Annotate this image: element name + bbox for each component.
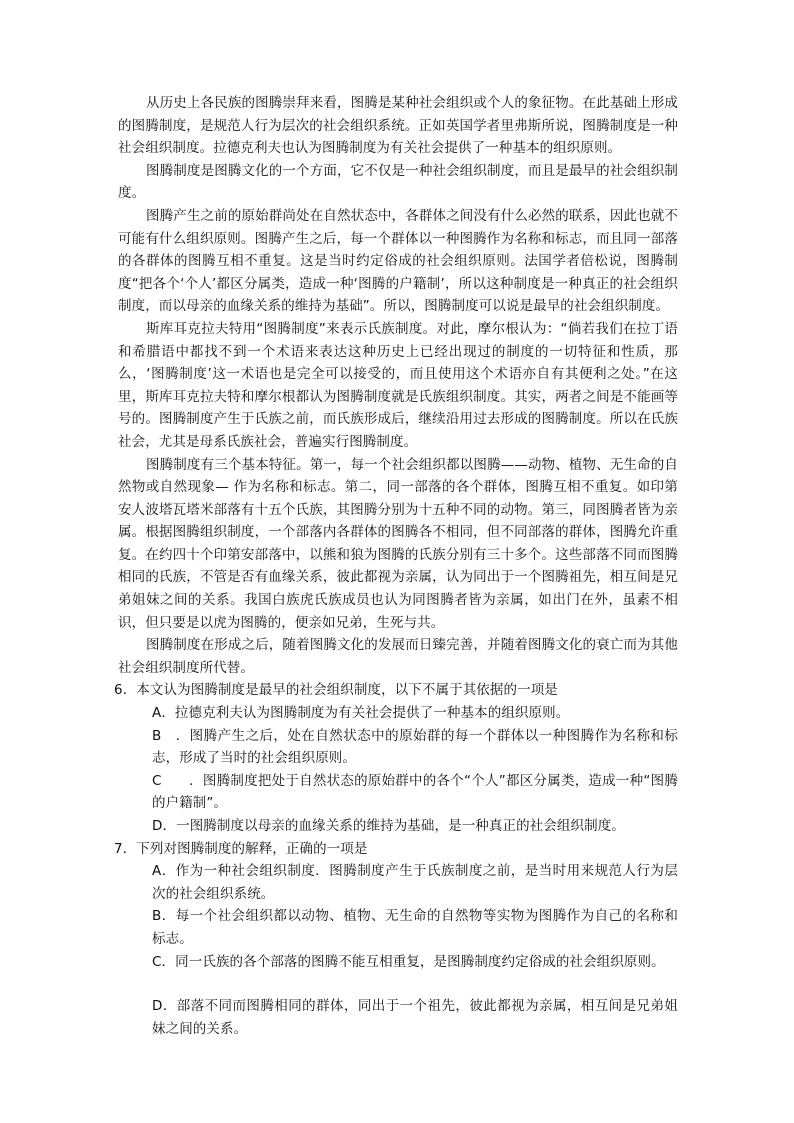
question-6-option-d: D．一图腾制度以母亲的血缘关系的维持为基础，是一种真正的社会组织制度。	[152, 818, 625, 834]
question-6-stem: 6．本文认为图腾制度是最早的社会组织制度，以下不属于其依据的一项是	[114, 682, 558, 699]
blank-line	[118, 973, 678, 995]
question-7	[114, 838, 678, 1041]
paragraph-1: 从历史上各民族的图腾崇拜来看，图腾是某种社会组织或个人的象征物。在此基础上形成的图腾制度，是规范人行为层次的社会组织系统。正如英国学者里弗斯所说，图腾制度是一种社会组织制度。拉德克利夫也认为图腾制度为有关社会提供了一种基本的组织原则。	[118, 95, 678, 157]
question-6	[114, 679, 678, 837]
question-6-option-a: A．拉德克利夫认为图腾制度为有关社会提供了一种基本的组织原则。	[152, 705, 570, 722]
document-page	[114, 92, 678, 1040]
question-7-option-b: B．每一个社会组织都以动物、植物、无生命的自然物等实物为图腾作为自己的名称和标志。	[152, 908, 678, 947]
paragraph-6: 图腾制度在形成之后，随着图腾文化的发展而日臻完善，并随着图腾文化的衰亡而为其他社会组织制度所代替。	[118, 637, 678, 676]
paragraph-3: 图腾产生之前的原始群尚处在自然状态中，各群体之间没有什么必然的联系，因此也就不可能有什么组织原则。图腾产生之后，每一个群体以一种图腾作为名称和标志，而且同一部落的各群体的图腾互相不重复。这是当时约定俗成的社会组织原则。法国学者倍松说，图腾制度“把各个‘个人’都区分属类，造成一种‘图腾的户籍制’，所以这种制度是一种真正的社会组织制度，而以母亲的血缘关系的维持为基础”。所以，图腾制度可以说是最早的社会组织制度。	[118, 207, 678, 315]
paragraph-4: 斯库耳克拉夫特用“图腾制度”来表示氏族制度。对此，摩尔根认为：“倘若我们在拉丁语和希腊语中都找不到一个术语来表达这种历史上已经出现过的制度的一切特征和性质，那么，‘图腾制度’这一术语也是完全可以接受的，而且使用这个术语亦自有其便利之处。”在这里，斯库耳克拉夫特和摩尔根都认为图腾制度就是氏族组织制度。其实，两者之间是不能画等号的。图腾制度产生于氏族之前，而氏族形成后，继续沿用过去形成的图腾制度。所以在氏族社会，尤其是母系氏族社会，普遍实行图腾制度。	[118, 320, 678, 450]
question-7-option-d: D．部落不同而图腾相同的群体，同出于一个祖先，彼此都视为亲属，相互间是兄弟姐妹之间的关系。	[152, 998, 678, 1037]
paragraph-5: 图腾制度有三个基本特征。第一，每一个社会组织都以图腾——动物、植物、无生命的自然物或自然现象— 作为名称和标志。第二，同一部落的各个群体，图腾互相不重复。如印第安人波塔瓦塔米部落有十五个氏族，其图腾分别为十五种不同的动物。第三，同图腾者皆为亲属。根据图腾组织制度，一个部落内各群体的图腾各不相同，但不同部落的群体，图腾允许重复。在约四十个印第安部落中，以熊和狼为图腾的氏族分别有三十多个。这些部落不同而图腾相同的氏族，不管是否有血缘关系，彼此都视为亲属，认为同出于一个图腾祖先，相互间是兄弟姐妹之间的关系。我国白族虎氏族成员也认为同图腾者皆为亲属，如出门在外，虽素不相识，但只要是以虎为图腾的，便亲如兄弟，生死与共。	[118, 456, 678, 631]
paragraph-2: 图腾制度是图腾文化的一个方面，它不仅是一种社会组织制度，而且是最早的社会组织制度。	[118, 162, 678, 202]
question-6-option-b: B ．图腾产生之后，处在自然状态中的原始群的每一个群体以一种图腾作为名称和标志，形成了当时的社会组织原则。	[152, 727, 678, 767]
question-7-option-c: C．同一氏族的各个部落的图腾不能互相重复，是图腾制度约定俗成的社会组织原则。	[152, 953, 665, 970]
question-7-option-a: A．作为一种社会组织制度．图腾制度产生于氏族制度之前，是当时用来规范人行为层次的社会组织系统。	[152, 863, 678, 902]
question-6-option-c: C ．图腾制度把处于自然状态的原始群中的各个“个人”都区分属类，造成一种“图腾的户籍制”。	[152, 772, 678, 812]
question-7-stem: 7．下列对图腾制度的解释，正确的一项是	[114, 840, 368, 857]
